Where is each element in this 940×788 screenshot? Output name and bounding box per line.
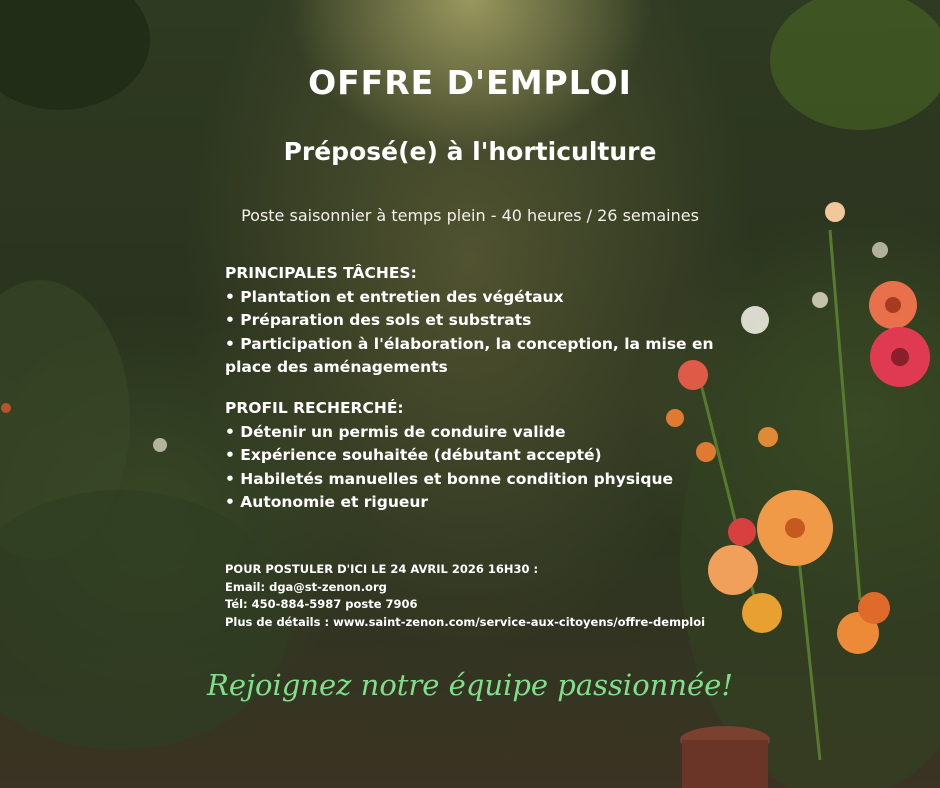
tasks-heading: PRINCIPALES TÂCHES: [225, 264, 417, 282]
tasks-section [225, 262, 725, 380]
profile-item: • Habiletés manuelles et bonne condition physique [225, 469, 674, 488]
task-item: place des aménagements [225, 358, 448, 376]
task-item: • Participation à l'élaboration, la conception, la mise en [225, 334, 714, 353]
profile-item: • Autonomie et rigueur [225, 493, 429, 511]
profile-item: • Détenir un permis de conduire valide [225, 422, 566, 441]
apply-details-link[interactable]: Plus de détails : www.saint-zenon.com/service-aux-citoyens/offre-demploi [225, 614, 706, 629]
page-title: OFFRE D'EMPLOI [308, 63, 632, 102]
tagline: Rejoignez notre équipe passionnée! [207, 668, 733, 702]
profile-section [225, 397, 725, 515]
apply-section [225, 561, 745, 631]
apply-email[interactable]: Email: dga@st-zenon.org [225, 579, 387, 594]
task-item: • Préparation des sols et substrats [225, 311, 532, 329]
job-title: Préposé(e) à l'horticulture [283, 137, 657, 166]
job-schedule: Poste saisonnier à temps plein - 40 heures / 26 semaines [241, 206, 699, 225]
profile-item: • Expérience souhaitée (débutant accepté) [225, 446, 602, 464]
profile-heading: PROFIL RECHERCHÉ: [225, 399, 404, 417]
apply-deadline: POUR POSTULER D'ICI LE 24 AVRIL 2026 16H30 : [225, 562, 539, 576]
apply-phone: Tél: 450-884-5987 poste 7906 [225, 597, 418, 611]
task-item: • Plantation et entretien des végétaux [225, 287, 564, 306]
